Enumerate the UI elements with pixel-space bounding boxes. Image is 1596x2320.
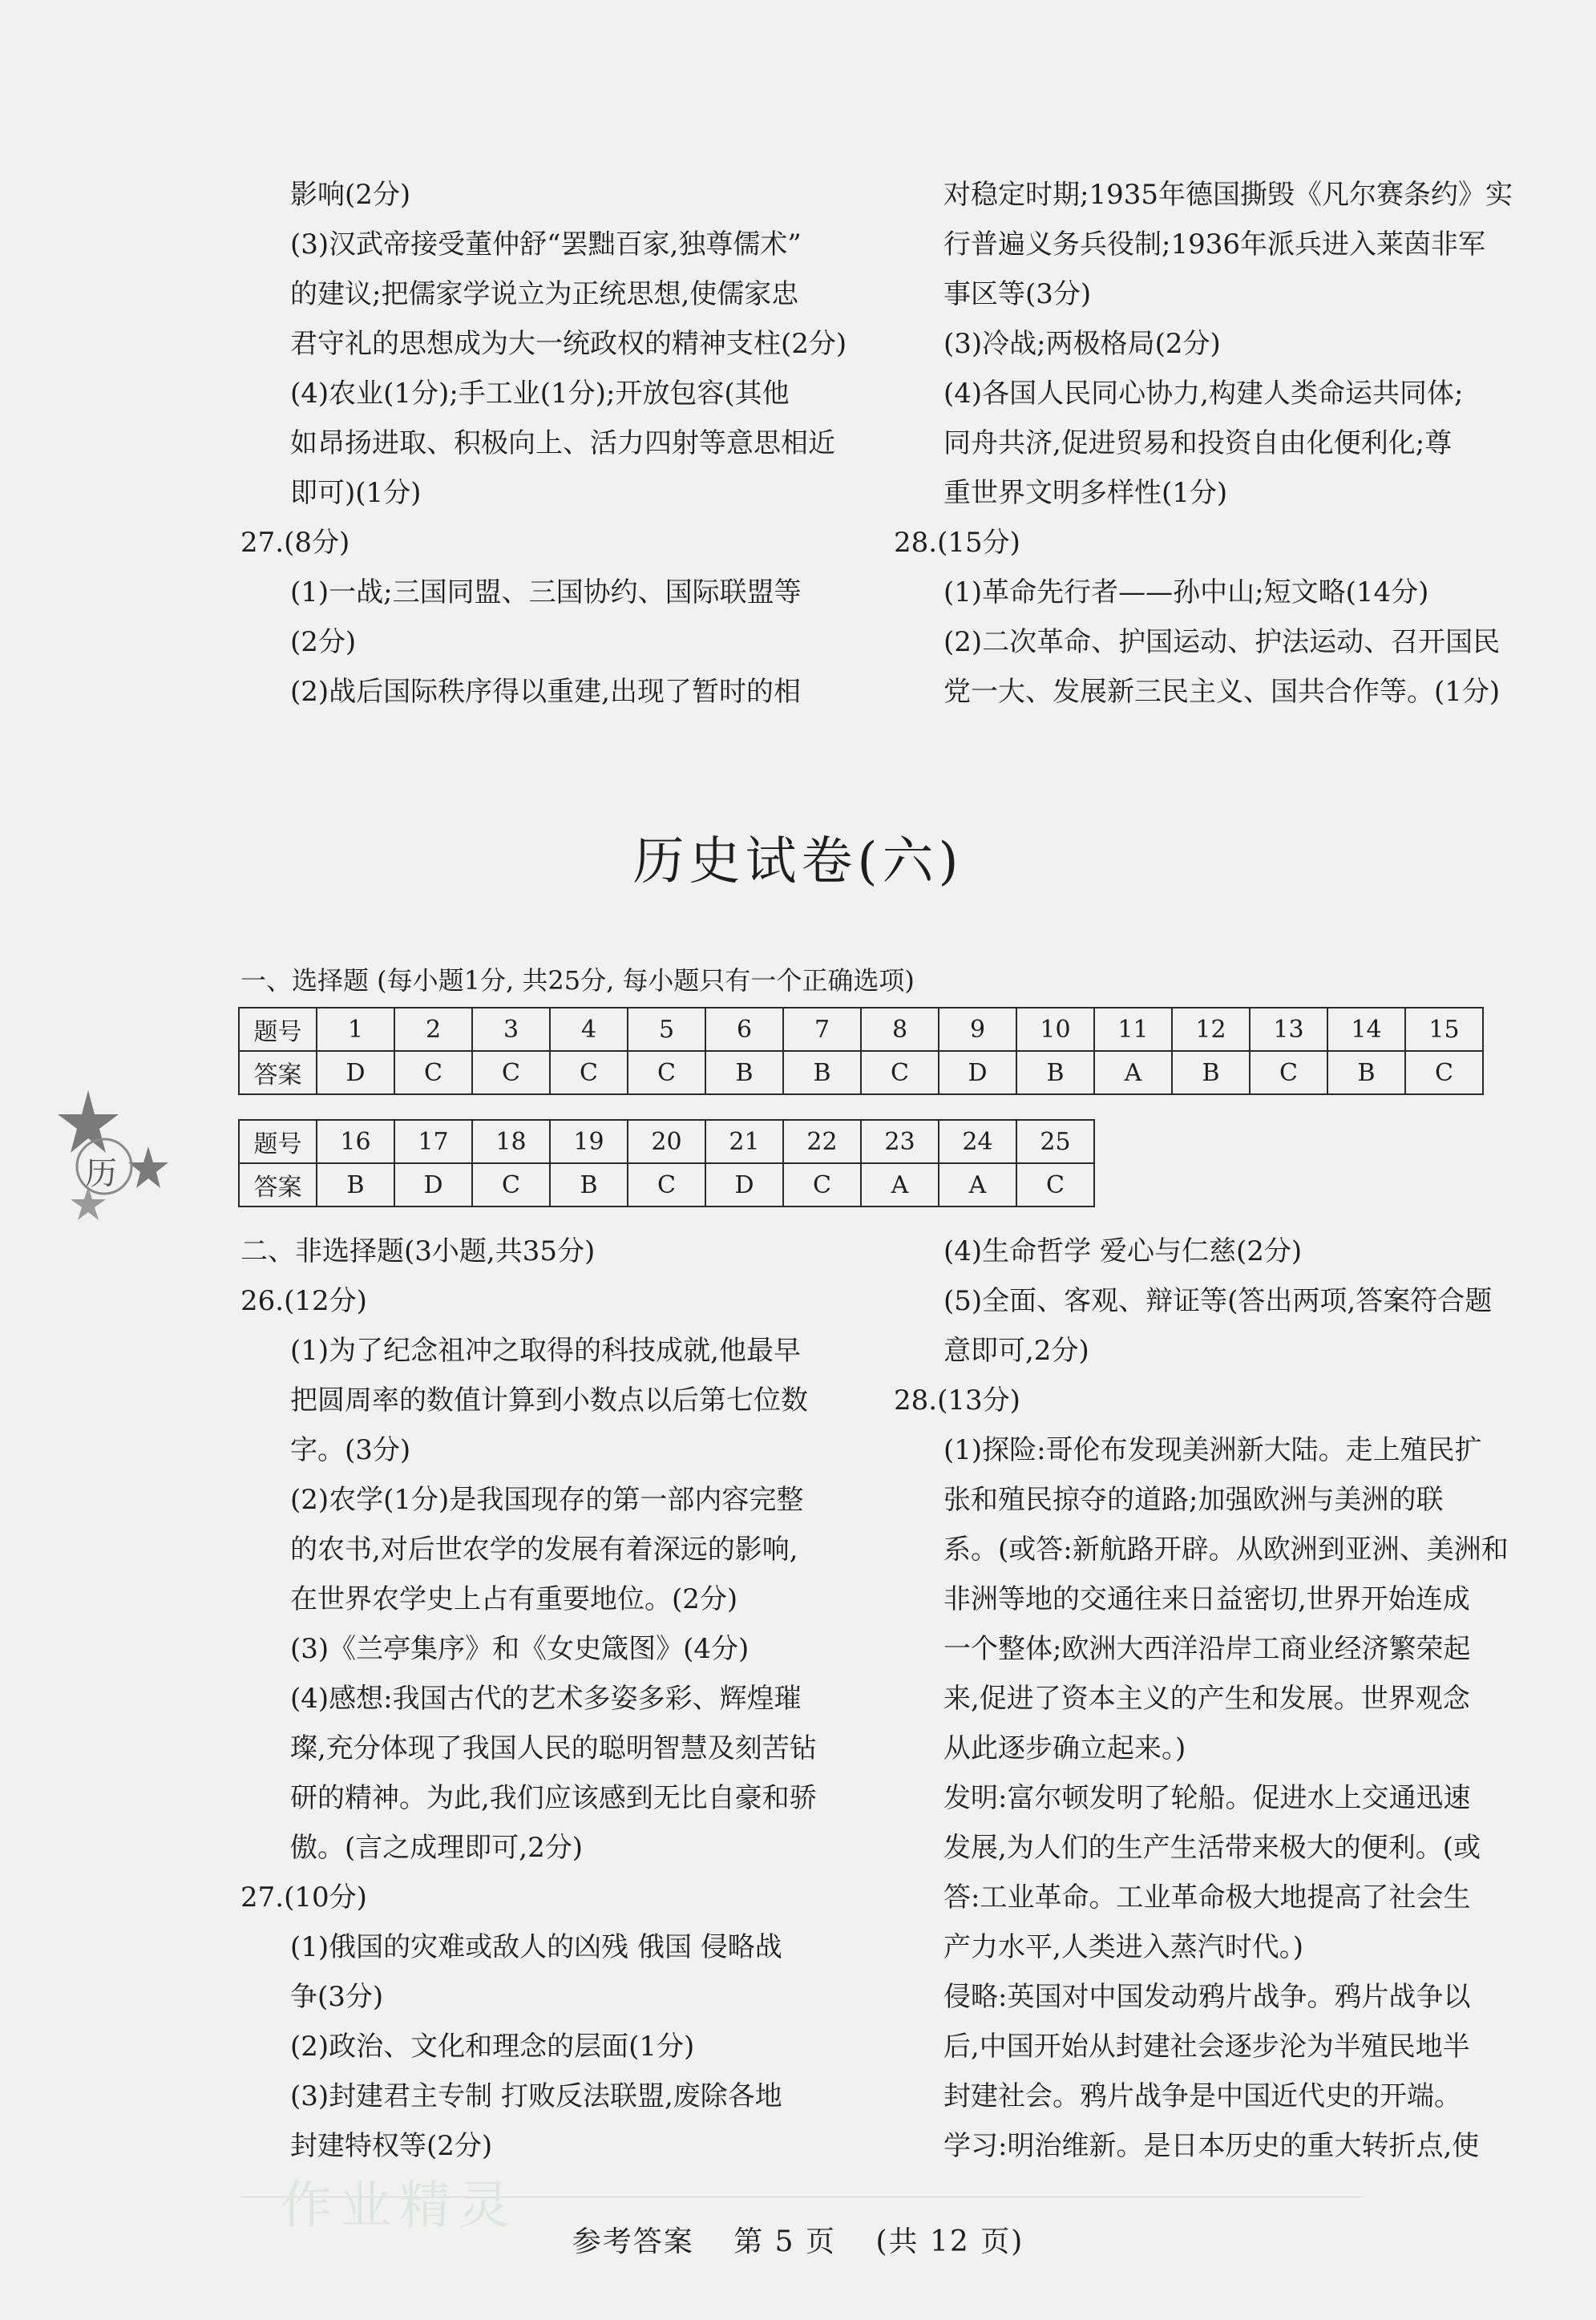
top-left-column bbox=[240, 170, 850, 717]
footer-page-total: (共 12 页) bbox=[875, 2225, 1024, 2258]
table-cell: A bbox=[939, 1163, 1016, 1206]
table-cell: A bbox=[861, 1163, 939, 1206]
table-cell: 15 bbox=[1405, 1008, 1483, 1051]
table-row-answers bbox=[239, 1163, 1094, 1206]
text-line: 即可)(1分) bbox=[290, 477, 422, 509]
table-cell: D bbox=[939, 1051, 1016, 1094]
text-line: 君守礼的思想成为大一统政权的精神支柱(2分) bbox=[290, 328, 847, 360]
answer-table-2 bbox=[238, 1119, 1095, 1207]
question-heading: 28.(15分) bbox=[894, 527, 1020, 559]
table-cell: A bbox=[1094, 1051, 1172, 1094]
table-cell: B bbox=[550, 1163, 628, 1206]
text-line: 的农书,对后世农学的发展有着深远的影响, bbox=[290, 1534, 798, 1566]
text-line: 学习:明治维新。是日本历史的重大转折点,使 bbox=[943, 2130, 1480, 2162]
exam-title: 历史试卷(六) bbox=[632, 832, 964, 891]
table-cell: C bbox=[472, 1163, 550, 1206]
question-heading: 27.(8分) bbox=[240, 527, 350, 559]
table-cell: C bbox=[394, 1051, 472, 1094]
question-heading: 28.(13分) bbox=[894, 1384, 1020, 1417]
text-line: 系。(或答:新航路开辟。从欧洲到亚洲、美洲和 bbox=[943, 1534, 1509, 1566]
table-cell: 24 bbox=[939, 1120, 1016, 1163]
text-line: 张和殖民掠夺的道路;加强欧洲与美洲的联 bbox=[943, 1484, 1444, 1516]
text-line: 争(3分) bbox=[290, 1981, 384, 2013]
text-line: 发明:富尔顿发明了轮船。促进水上交通迅速 bbox=[943, 1782, 1471, 1814]
text-line: 产力水平,人类进入蒸汽时代。) bbox=[943, 1931, 1304, 1963]
table-cell: 18 bbox=[472, 1120, 550, 1163]
text-line: 字。(3分) bbox=[290, 1434, 411, 1466]
text-line: (4)农业(1分);手工业(1分);开放包容(其他 bbox=[290, 378, 790, 410]
table-cell: C bbox=[1250, 1051, 1327, 1094]
table-cell: 14 bbox=[1327, 1008, 1405, 1051]
table-cell: 17 bbox=[394, 1120, 472, 1163]
text-line: 答:工业革命。工业革命极大地提高了社会生 bbox=[943, 1881, 1471, 1914]
table-cell: C bbox=[628, 1163, 705, 1206]
table-cell: 13 bbox=[1250, 1008, 1327, 1051]
table-header-cell: 题号 bbox=[239, 1008, 317, 1051]
table-cell: 21 bbox=[705, 1120, 783, 1163]
text-line: 重世界文明多样性(1分) bbox=[943, 477, 1228, 509]
bottom-left-column bbox=[240, 1227, 866, 2171]
text-line: (1)一战;三国同盟、三国协约、国际联盟等 bbox=[290, 576, 802, 608]
table-cell: D bbox=[705, 1163, 783, 1206]
text-line: (3)《兰亭集序》和《女史箴图》(4分) bbox=[290, 1633, 750, 1665]
footer-label: 参考答案 bbox=[572, 2225, 694, 2258]
table-cell: D bbox=[317, 1051, 394, 1094]
top-right-column bbox=[894, 170, 1519, 717]
table-cell: B bbox=[1327, 1051, 1405, 1094]
text-line: (3)汉武帝接受董仲舒“罢黜百家,独尊儒术” bbox=[290, 228, 802, 261]
table-cell: 1 bbox=[317, 1008, 394, 1051]
answer-table-1 bbox=[238, 1007, 1484, 1095]
text-line: (2)战后国际秩序得以重建,出现了暂时的相 bbox=[290, 676, 801, 708]
table-cell: 4 bbox=[550, 1008, 628, 1051]
table-cell: 2 bbox=[394, 1008, 472, 1051]
text-line: 影响(2分) bbox=[290, 179, 411, 211]
text-line: 事区等(3分) bbox=[943, 278, 1092, 310]
text-line: 封建社会。鸦片战争是中国近代史的开端。 bbox=[943, 2080, 1461, 2112]
table-cell: C bbox=[628, 1051, 705, 1094]
table-cell: C bbox=[1405, 1051, 1483, 1094]
table-cell: 20 bbox=[628, 1120, 705, 1163]
section-heading-nonchoice: 二、非选择题(3小题,共35分) bbox=[240, 1235, 596, 1267]
table-cell: C bbox=[783, 1163, 861, 1206]
text-line: (1)探险:哥伦布发现美洲新大陆。走上殖民扩 bbox=[943, 1434, 1482, 1466]
table-cell: 25 bbox=[1016, 1120, 1094, 1163]
text-line: 把圆周率的数值计算到小数点以后第七位数 bbox=[290, 1384, 808, 1417]
table-cell: 16 bbox=[317, 1120, 394, 1163]
table-cell: B bbox=[1172, 1051, 1250, 1094]
table-cell: C bbox=[861, 1051, 939, 1094]
table-cell: C bbox=[472, 1051, 550, 1094]
text-line: 在世界农学史上占有重要地位。(2分) bbox=[290, 1583, 738, 1615]
table-cell: 8 bbox=[861, 1008, 939, 1051]
table-cell: B bbox=[705, 1051, 783, 1094]
table-cell: B bbox=[317, 1163, 394, 1206]
text-line: 后,中国开始从封建社会逐步沦为半殖民地半 bbox=[943, 2031, 1470, 2063]
table-cell: 22 bbox=[783, 1120, 861, 1163]
table-header-cell: 答案 bbox=[239, 1051, 317, 1094]
text-line: 如昂扬进取、积极向上、活力四射等意思相近 bbox=[290, 427, 835, 459]
table-cell: 10 bbox=[1016, 1008, 1094, 1051]
text-line: (4)感想:我国古代的艺术多姿多彩、辉煌璀 bbox=[290, 1683, 802, 1715]
question-heading: 26.(12分) bbox=[240, 1285, 367, 1317]
table-header-cell: 题号 bbox=[239, 1120, 317, 1163]
text-line: 对稳定时期;1935年德国撕毁《凡尔赛条约》实 bbox=[943, 179, 1513, 211]
table-cell: 6 bbox=[705, 1008, 783, 1051]
table-row-numbers bbox=[239, 1008, 1483, 1051]
table-cell: 7 bbox=[783, 1008, 861, 1051]
table-cell: C bbox=[1016, 1163, 1094, 1206]
text-line: (5)全面、客观、辩证等(答出两项,答案符合题 bbox=[943, 1285, 1493, 1317]
text-line: (2)二次革命、护国运动、护法运动、召开国民 bbox=[943, 626, 1501, 658]
text-line: (2分) bbox=[290, 626, 357, 658]
table-header-cell: 答案 bbox=[239, 1163, 317, 1206]
text-line: (4)各国人民同心协力,构建人类命运共同体; bbox=[943, 378, 1464, 410]
text-line: 发展,为人们的生产生活带来极大的便利。(或 bbox=[943, 1832, 1481, 1864]
text-line: 党一大、发展新三民主义、国共合作等。(1分) bbox=[943, 676, 1501, 708]
page-footer bbox=[0, 2219, 1596, 2260]
text-line: 同舟共济,促进贸易和投资自由化便利化;尊 bbox=[943, 427, 1453, 459]
table-cell: B bbox=[1016, 1051, 1094, 1094]
table-cell: 12 bbox=[1172, 1008, 1250, 1051]
question-heading: 27.(10分) bbox=[240, 1881, 367, 1914]
table-cell: 19 bbox=[550, 1120, 628, 1163]
text-line: (3)冷战;两极格局(2分) bbox=[943, 328, 1221, 360]
table-cell: C bbox=[550, 1051, 628, 1094]
text-line: (1)俄国的灾难或敌人的凶残 俄国 侵略战 bbox=[290, 1931, 782, 1963]
text-line: 行普遍义务兵役制;1936年派兵进入莱茵非军 bbox=[943, 228, 1485, 261]
text-line: 璨,充分体现了我国人民的聪明智慧及刻苦钻 bbox=[290, 1732, 817, 1764]
text-line: 非洲等地的交通往来日益密切,世界开始连成 bbox=[943, 1583, 1470, 1615]
text-line: (1)革命先行者——孙中山;短文略(14分) bbox=[943, 576, 1429, 608]
text-line: (1)为了纪念祖冲之取得的科技成就,他最早 bbox=[290, 1335, 801, 1367]
text-line: 的建议;把儒家学说立为正统思想,使儒家忠 bbox=[290, 278, 799, 310]
text-line: (4)生命哲学 爱心与仁慈(2分) bbox=[943, 1235, 1303, 1267]
text-line: (3)封建君主专制 打败反法联盟,废除各地 bbox=[290, 2080, 782, 2112]
table-cell: D bbox=[394, 1163, 472, 1206]
text-line: 从此逐步确立起来。) bbox=[943, 1732, 1186, 1764]
text-line: 意即可,2分) bbox=[943, 1335, 1089, 1367]
table-cell: B bbox=[783, 1051, 861, 1094]
bottom-right-column bbox=[894, 1227, 1535, 2171]
table-cell: 11 bbox=[1094, 1008, 1172, 1051]
text-line: 傲。(言之成理即可,2分) bbox=[290, 1832, 583, 1864]
table-cell: 3 bbox=[472, 1008, 550, 1051]
text-line: 研的精神。为此,我们应该感到无比自豪和骄 bbox=[290, 1782, 817, 1814]
text-line: (2)农学(1分)是我国现存的第一部内容完整 bbox=[290, 1484, 804, 1516]
text-line: 一个整体;欧洲大西洋沿岸工商业经济繁荣起 bbox=[943, 1633, 1471, 1665]
table-cell: 9 bbox=[939, 1008, 1016, 1051]
section-heading-choice: 一、选择题 (每小题1分, 共25分, 每小题只有一个正确选项) bbox=[240, 965, 915, 996]
stamp-character: 历 bbox=[85, 1155, 117, 1192]
watermark: 作业精灵 bbox=[281, 2177, 518, 2236]
table-cell: 23 bbox=[861, 1120, 939, 1163]
subject-stamp bbox=[56, 1090, 168, 1227]
table-cell: 5 bbox=[628, 1008, 705, 1051]
text-line: (2)政治、文化和理念的层面(1分) bbox=[290, 2031, 695, 2063]
table-row-numbers bbox=[239, 1120, 1094, 1163]
footer-page-number: 第 5 页 bbox=[733, 2225, 836, 2258]
text-line: 来,促进了资本主义的产生和发展。世界观念 bbox=[943, 1683, 1470, 1715]
text-line: 侵略:英国对中国发动鸦片战争。鸦片战争以 bbox=[943, 1981, 1471, 2013]
text-line: 封建特权等(2分) bbox=[290, 2130, 493, 2162]
table-row-answers bbox=[239, 1051, 1483, 1094]
